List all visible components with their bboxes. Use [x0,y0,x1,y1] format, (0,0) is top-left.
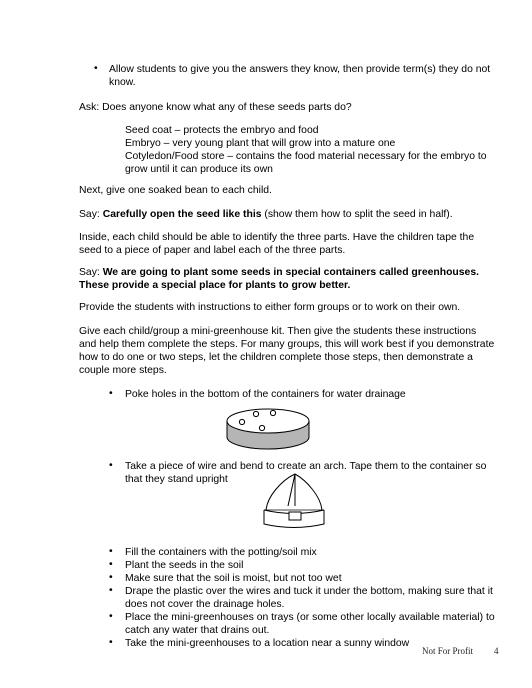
say-greenhouses-bold: We are going to plant some seeds in special containers called greenhouses. These provide a special place for plants to grow better. [79,267,479,291]
bullet-marker: • [109,460,113,471]
say-label: Say: [79,267,103,278]
inside-paragraph: Inside, each child should be able to identify the three parts. Have the children tape the seed to a piece of paper and label each of the three parts. [79,232,475,256]
bullet-marker: • [109,559,113,570]
say-label: Say: [79,209,103,220]
step-place-trays: Place the mini-greenhouses on trays (or some other locally available material) to catch any water that drains out. [125,612,495,636]
step-drape-plastic: Drape the plastic over the wires and tuck it under the bottom, making sure that it does not cover the drainage holes. [125,586,493,610]
say-greenhouses [79,266,495,292]
seed-part-cotyledon: Cotyledon/Food store – contains the food material necessary for the embryo to grow until it can produce its own [125,151,487,175]
bullet-marker: • [94,63,98,74]
say-open-seed [79,208,495,221]
step-poke-holes: Poke holes in the bottom of the containers for water drainage [125,389,406,400]
step-soil-moist: Make sure that the soil is moist, but not too wet [125,573,342,584]
footer-text: Not For Profit [422,646,474,656]
give-kit-paragraph: Give each child/group a mini-greenhouse kit. Then give the students these instructions and help them complete the steps. For many groups, this will work best if you demonstrate how to do one or two steps, let the children complete those steps, then demonstrate a couple more steps. [79,326,495,376]
ask-question: Ask: Does anyone know what any of these seeds parts do? [79,102,352,113]
step-wire-arch: Take a piece of wire and bend to create an arch. Tape them to the container so that they stand upright [125,461,487,485]
step-plant-seeds: Plant the seeds in the soil [125,560,244,571]
bullet-marker: • [109,611,113,622]
wire-arch-greenhouse-illustration [262,472,326,532]
bullet-marker: • [109,572,113,583]
page-number: 4 [494,646,499,656]
intro-bullet-text: Allow students to give you the answers they know, then provide term(s) they do not know. [109,64,491,88]
seed-part-coat: Seed coat – protects the embryo and food [125,125,319,136]
step-fill-containers: Fill the containers with the potting/soil mix [125,547,317,558]
bullet-marker: • [109,585,113,596]
say-open-seed-bold: Carefully open the seed like this [102,209,262,220]
bullet-marker: • [109,546,113,557]
seed-part-embryo: Embryo – very young plant that will grow into a mature one [125,138,396,149]
say-open-seed-rest: (show them how to split the seed in half). [261,209,453,220]
container-with-holes-illustration [225,407,311,455]
next-give-paragraph: Next, give one soaked bean to each child. [79,185,272,196]
provide-paragraph: Provide the students with instructions to either form groups or to work on their own. [79,302,461,313]
bullet-marker: • [109,637,113,648]
step-sunny-window: Take the mini-greenhouses to a location near a sunny window [125,638,410,649]
bullet-marker: • [109,388,113,399]
